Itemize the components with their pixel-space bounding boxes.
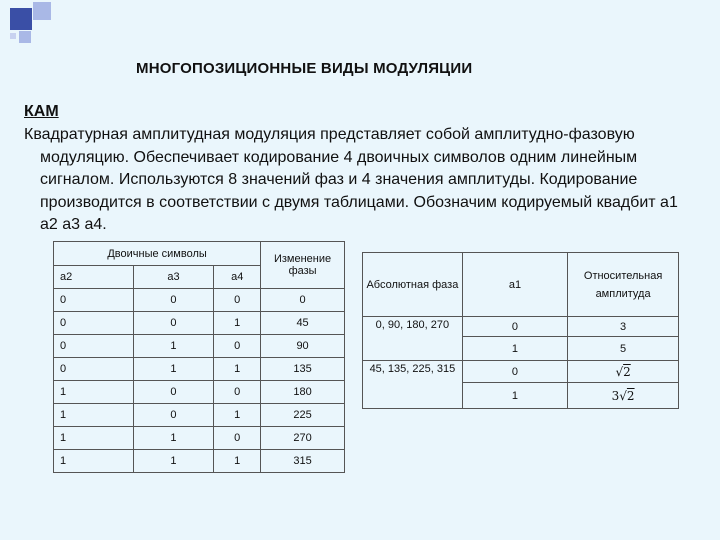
cell: 0 <box>54 289 134 312</box>
cell: 1 <box>54 404 134 427</box>
cell: 90 <box>261 335 345 358</box>
corner-square-small <box>19 31 31 43</box>
col-label: а4 <box>214 266 261 289</box>
cell: 135 <box>261 358 345 381</box>
table-row <box>54 381 345 404</box>
cell: 270 <box>261 427 345 450</box>
cell: 1 <box>214 358 261 381</box>
table-row <box>54 335 345 358</box>
col-label: а3 <box>133 266 214 289</box>
cell: 1 <box>133 358 214 381</box>
cell: 225 <box>261 404 345 427</box>
cell: 0 <box>133 312 214 335</box>
cell: 0 <box>54 312 134 335</box>
description-paragraph: Квадратурная амплитудная модуляция представляет собой амплитудно-фазовую модуляцию. Обеспечивает кодирование 4 двоичных символов одним линейным сигналом. Используются 8 значений фаз и 4 значения амплитуды. Кодирование производится в соответствии с двумя таблицами. Обозначим кодируемый квадбит а1 а2 а3 а4. <box>24 126 678 233</box>
cell: 1 <box>133 450 214 473</box>
cell: 1 <box>214 404 261 427</box>
corner-square-medium <box>33 2 51 20</box>
table-row <box>54 289 345 312</box>
slide-title: МНОГОПОЗИЦИОННЫЕ ВИДЫ МОДУЛЯЦИИ <box>136 60 473 77</box>
cell: 0 <box>214 381 261 404</box>
cell: 0 <box>133 381 214 404</box>
table-row <box>54 312 345 335</box>
cell: 315 <box>261 450 345 473</box>
cell: 1 <box>54 450 134 473</box>
a1-value: 1 <box>462 383 567 409</box>
table-row <box>54 450 345 473</box>
a1-value: 1 <box>462 337 567 361</box>
cell: 1 <box>214 450 261 473</box>
amplitude-sqrt <box>568 361 679 383</box>
sqrt-expression: 3√2 <box>611 388 635 403</box>
corner-square-large <box>10 8 32 30</box>
amplitude-sqrt <box>568 383 679 409</box>
table-row <box>54 427 345 450</box>
a1-value: 0 <box>462 361 567 383</box>
relative-amplitude-header: Относительная амплитуда <box>568 253 679 317</box>
cell: 0 <box>133 404 214 427</box>
cell: 0 <box>214 427 261 450</box>
a1-header: а1 <box>462 253 567 317</box>
cell: 1 <box>54 381 134 404</box>
cell: 1 <box>54 427 134 450</box>
amplitude-value: 3 <box>568 317 679 337</box>
cell: 1 <box>214 312 261 335</box>
table-row <box>54 404 345 427</box>
phase-group-b: 45, 135, 225, 315 <box>363 361 463 409</box>
table-row <box>54 358 345 381</box>
amplitude-value: 5 <box>568 337 679 361</box>
cell: 1 <box>133 335 214 358</box>
sqrt-radicand: 2 <box>626 388 635 403</box>
cell: 0 <box>54 335 134 358</box>
a1-value: 0 <box>462 317 567 337</box>
cell: 1 <box>133 427 214 450</box>
col-label: а2 <box>54 266 134 289</box>
corner-square-tiny <box>10 33 16 39</box>
cell: 0 <box>261 289 345 312</box>
phase-change-header: Изменение фазы <box>261 242 345 289</box>
sqrt-expression: √2 <box>615 364 631 379</box>
phase-group-a: 0, 90, 180, 270 <box>363 317 463 361</box>
binary-phase-table <box>53 241 345 473</box>
binary-symbols-header: Двоичные символы <box>54 242 261 266</box>
sqrt-radicand: 2 <box>623 364 631 379</box>
cell: 0 <box>214 335 261 358</box>
cell: 45 <box>261 312 345 335</box>
cell: 180 <box>261 381 345 404</box>
cell: 0 <box>214 289 261 312</box>
absolute-phase-header: Абсолютная фаза <box>363 253 463 317</box>
cell: 0 <box>133 289 214 312</box>
cell: 0 <box>54 358 134 381</box>
phase-amplitude-table <box>362 252 679 409</box>
sqrt-coef: 3 <box>611 388 620 403</box>
section-heading: КАМ <box>24 103 59 120</box>
